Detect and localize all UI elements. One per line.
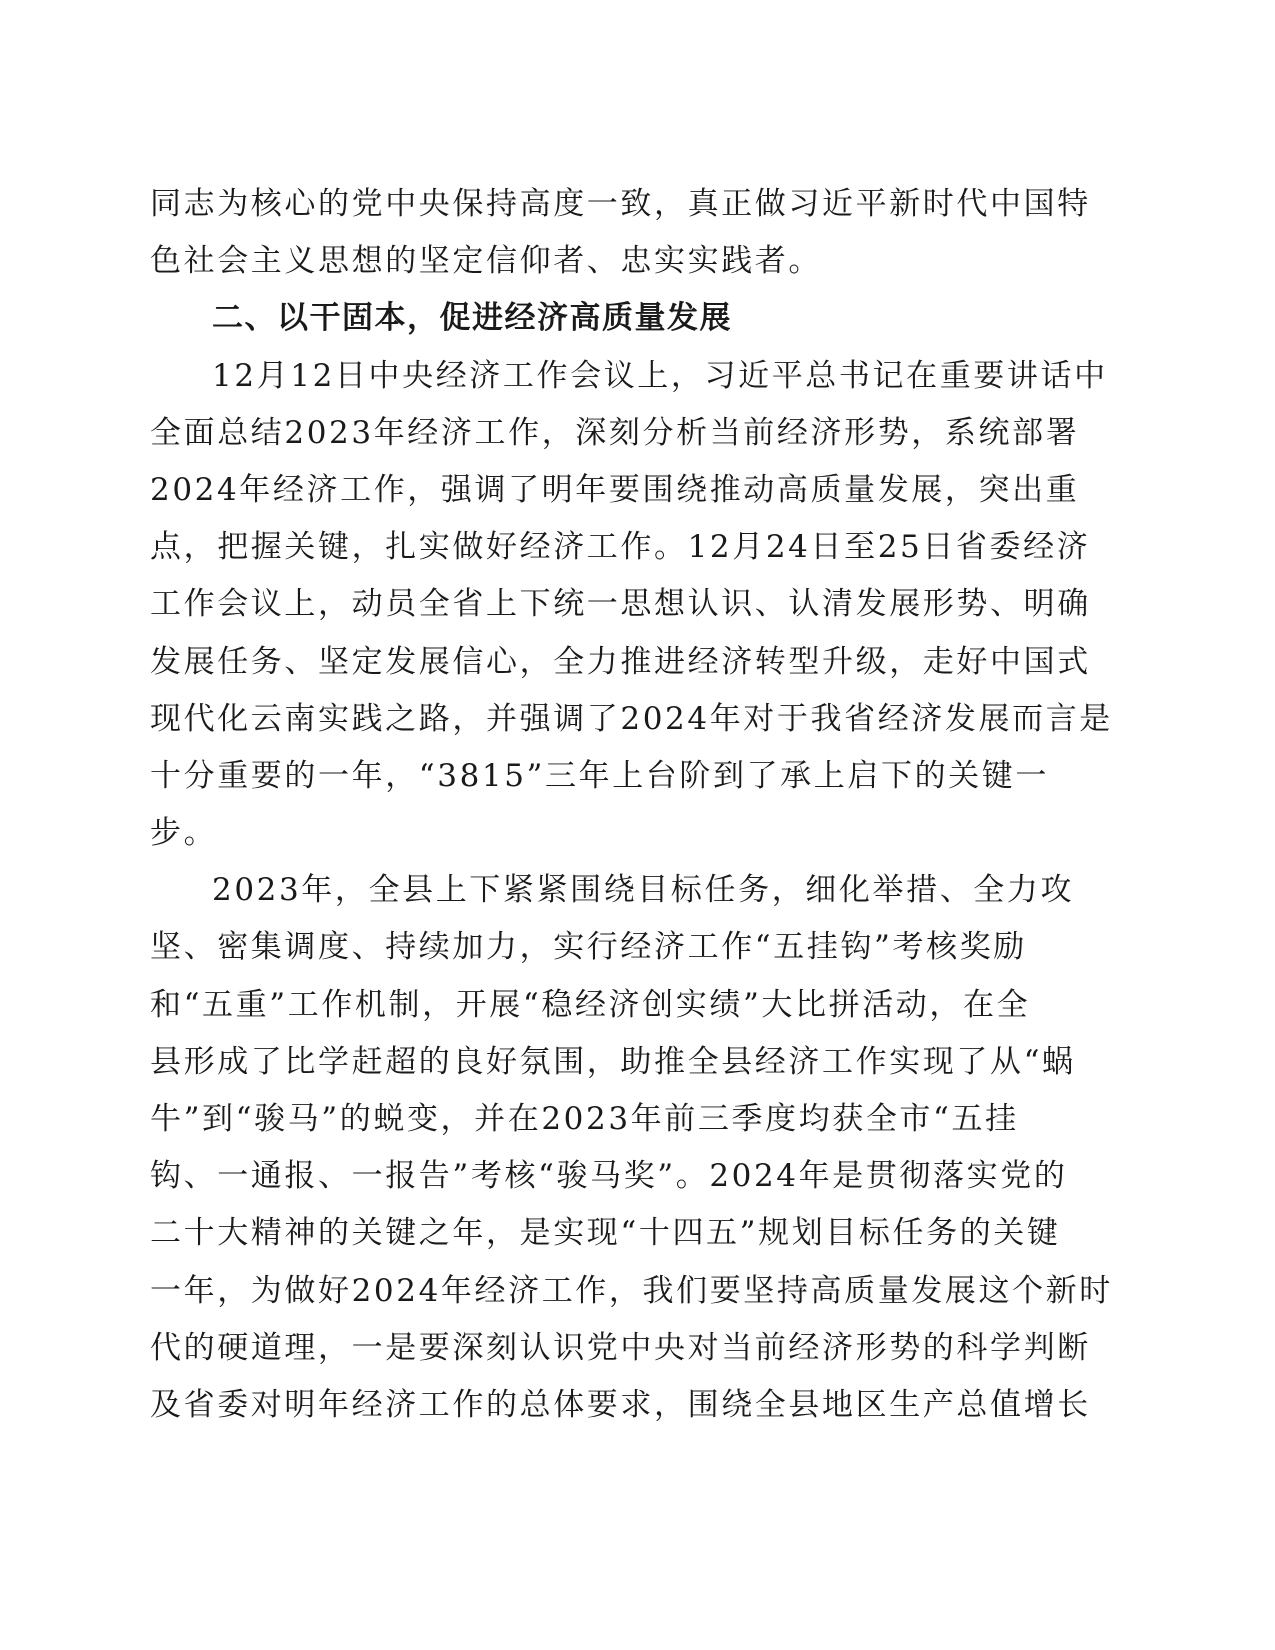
paragraph-first-line: 2023年，全县上下紧紧围绕目标任务，细化举措、全力攻: [212, 872, 1075, 909]
body-line: 同志为核心的党中央保持高度一致，真正做习近平新时代中国特: [150, 186, 1091, 222]
document-body: [150, 176, 1113, 1434]
body-line: 牛”到“骏马”的蜕变，并在2023年前三季度均获全市“五挂: [150, 1101, 1019, 1137]
body-line: 和“五重”工作机制，开展“稳经济创实绩”大比拼活动，在全: [150, 986, 1031, 1023]
body-line: 色社会主义思想的坚定信仰者、忠实实践者。: [150, 243, 822, 280]
body-line: 县形成了比学赶超的良好氛围，助推全县经济工作实现了从“蜗: [150, 1043, 1076, 1080]
body-line: 全面总结2023年经济工作，深刻分析当前经济形势，系统部署: [150, 414, 1080, 451]
body-line: 一年，为做好2024年经济工作，我们要坚持高质量发展这个新时: [150, 1272, 1113, 1309]
body-line: 代的硬道理，一是要深刻认识党中央对当前经济形势的科学判断: [150, 1329, 1091, 1366]
body-line: 现代化云南实践之路，并强调了2024年对于我省经济发展而言是: [150, 700, 1113, 737]
section-heading: 二、以干固本，促进经济高质量发展: [212, 300, 732, 337]
paragraph-first-line: 12月12日中央经济工作会议上，习近平总书记在重要讲话中: [212, 357, 1108, 394]
body-line: 钩、一通报、一报告”考核“骏马奖”。2024年是贯彻落实党的: [150, 1158, 1068, 1195]
body-line: 步。: [150, 815, 218, 852]
body-line: 坚、密集调度、持续加力，实行经济工作“五挂钩”考核奖励: [150, 929, 1027, 966]
body-line: 工作会议上，动员全省上下统一思想认识、认清发展形势、明确: [150, 586, 1091, 623]
body-line: 点，把握关键，扎实做好经济工作。12月24日至25日省委经济: [150, 529, 1091, 566]
body-line: 发展任务、坚定发展信心，全力推进经济转型升级，走好中国式: [150, 643, 1091, 680]
body-line: 及省委对明年经济工作的总体要求，围绕全县地区生产总值增长: [150, 1386, 1091, 1423]
body-line: 2024年经济工作，强调了明年要围绕推动高质量发展，突出重: [150, 471, 1080, 508]
body-line: 十分重要的一年，“3815”三年上台阶到了承上启下的关键一: [150, 757, 1049, 794]
body-line: 二十大精神的关键之年，是实现“十四五”规划目标任务的关键: [150, 1215, 1061, 1252]
